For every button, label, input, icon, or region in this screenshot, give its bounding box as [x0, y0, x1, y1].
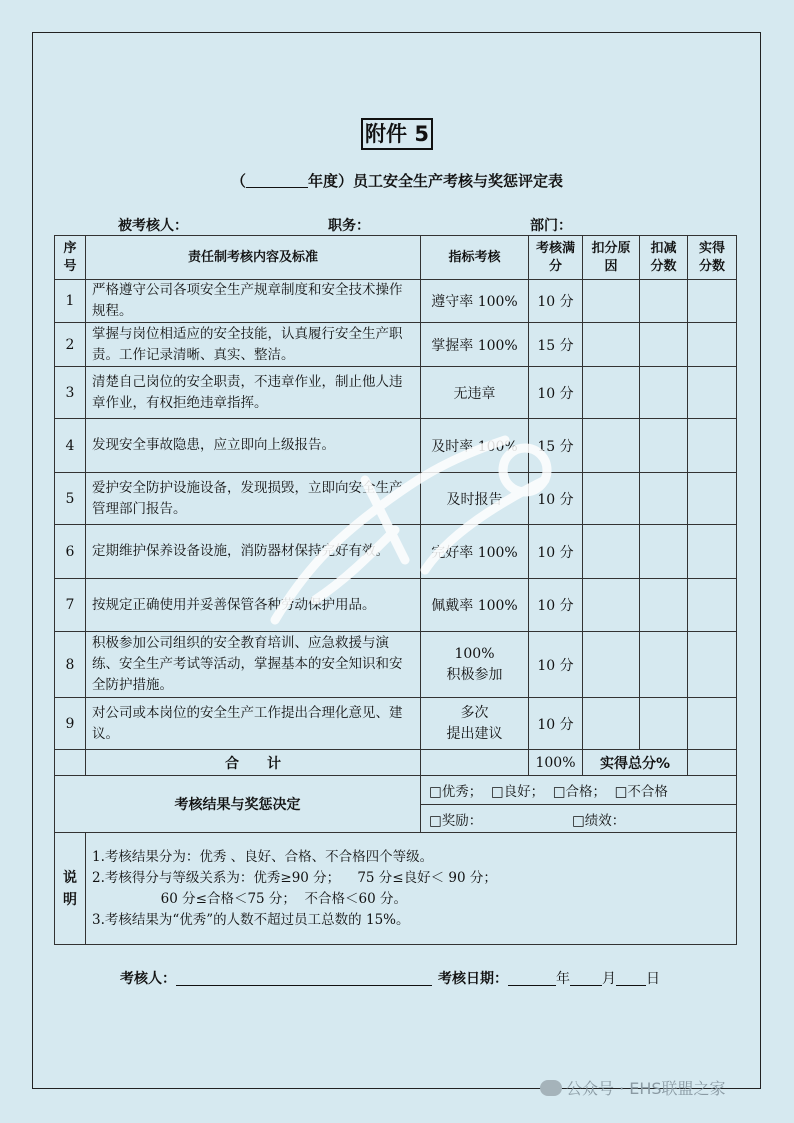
- header-deduct-reason: 扣分原因: [583, 236, 640, 280]
- actual-score-cell[interactable]: [688, 525, 737, 579]
- notes-label: 说明: [55, 833, 86, 945]
- actual-score-cell[interactable]: [688, 367, 737, 419]
- header-full-score: 考核满分: [529, 236, 583, 280]
- table-row: 2 掌握与岗位相适应的安全技能，认真履行安全生产职责。工作记录清晰、真实、整洁。 掌握率 100% 15 分: [55, 323, 737, 367]
- grade-good-checkbox[interactable]: □良好；: [490, 784, 545, 800]
- result-label: 考核结果与奖惩决定: [55, 776, 421, 833]
- deduct-points-cell[interactable]: [640, 579, 688, 632]
- header-deduct-points: 扣减分数: [640, 236, 688, 280]
- total-row: [55, 750, 737, 776]
- reward-checkbox[interactable]: □奖励：: [429, 812, 483, 829]
- actual-score-cell[interactable]: [688, 419, 737, 473]
- total-label: 合 计: [86, 750, 421, 776]
- notes-row: [55, 833, 737, 945]
- header-row: [55, 236, 737, 280]
- wechat-watermark: 公众号 · EHS联盟之家: [540, 1076, 726, 1099]
- actual-total-cell[interactable]: [688, 750, 737, 776]
- grade-fail-checkbox[interactable]: □不合格: [614, 784, 668, 800]
- table-row: 6 定期维护保养设备设施，消防器材保持完好有效。 完好率 100% 10 分: [55, 525, 737, 579]
- table-row: 4 发现安全事故隐患，应立即向上级报告。 及时率 100% 15 分: [55, 419, 737, 473]
- deduct-points-cell[interactable]: [640, 367, 688, 419]
- deduct-reason-cell[interactable]: [583, 473, 640, 525]
- year-blank-line[interactable]: [508, 969, 556, 986]
- grade-excellent-checkbox[interactable]: □优秀；: [429, 784, 483, 800]
- table-row: 1 严格遵守公司各项安全生产规章制度和安全技术操作规程。 遵守率 100% 10 分: [55, 280, 737, 323]
- table-row: 5 爱护安全防护设施设备，发现损毁，立即向安全生产管理部门报告。 及时报告 10 分: [55, 473, 737, 525]
- actual-score-cell[interactable]: [688, 323, 737, 367]
- deduct-points-cell[interactable]: [640, 698, 688, 750]
- deduct-points-cell[interactable]: [640, 323, 688, 367]
- wechat-icon: [540, 1080, 562, 1096]
- actual-total-label: 实得总分%: [583, 750, 688, 776]
- actual-score-cell[interactable]: [688, 632, 737, 698]
- header-seq: 序号: [55, 236, 86, 280]
- deduct-reason-cell[interactable]: [583, 367, 640, 419]
- assessor-row: 考核人：: [120, 968, 432, 988]
- deduct-points-cell[interactable]: [640, 473, 688, 525]
- day-blank-line[interactable]: [616, 969, 646, 986]
- result-row: [55, 776, 737, 805]
- deduct-points-cell[interactable]: [640, 525, 688, 579]
- deduct-reason-cell[interactable]: [583, 323, 640, 367]
- deduct-reason-cell[interactable]: [583, 698, 640, 750]
- table-row: 7 按规定正确使用并妥善保管各种劳动保护用品。 佩戴率 100% 10 分: [55, 579, 737, 632]
- form-title: （ 年度）员工安全生产考核与奖惩评定表: [230, 172, 564, 190]
- deduct-points-cell[interactable]: [640, 280, 688, 323]
- notes-content: 1.考核结果分为：优秀 、良好、合格、不合格四个等级。 2.考核得分与等级关系为：优秀≥90 分； 75 分≤良好＜ 90 分； 60 分≤合格＜75 分； 不合格＜60 分。 3.考核结果为“优秀”的人数不超过员工总数的 15%。: [86, 833, 737, 945]
- header-actual-score: 实得分数: [688, 236, 737, 280]
- actual-score-cell[interactable]: [688, 698, 737, 750]
- position-label: 职务：: [328, 218, 370, 234]
- table-row: 8 积极参加公司组织的安全教育培训、应急救援与演练、安全生产考试等活动，掌握基本的安全知识和安全防护措施。 100% 积极参加 10 分: [55, 632, 737, 698]
- assessment-table: [54, 235, 737, 945]
- deduct-reason-cell[interactable]: [583, 280, 640, 323]
- assessee-label: 被考核人：: [118, 218, 188, 234]
- total-score: 100%: [529, 750, 583, 776]
- month-blank-line[interactable]: [570, 969, 602, 986]
- table-row: 3 清楚自己岗位的安全职责，不违章作业，制止他人违章作业，有权拒绝违章指挥。 无违章 10 分: [55, 367, 737, 419]
- department-label: 部门：: [530, 218, 572, 234]
- grade-pass-checkbox[interactable]: □合格；: [552, 784, 606, 800]
- deduct-points-cell[interactable]: [640, 419, 688, 473]
- actual-score-cell[interactable]: [688, 579, 737, 632]
- deduct-reason-cell[interactable]: [583, 525, 640, 579]
- grade-options: [421, 776, 737, 805]
- deduct-reason-cell[interactable]: [583, 419, 640, 473]
- date-row: 考核日期： 年 月 日: [438, 971, 660, 987]
- table-row: 9 对公司或本岗位的安全生产工作提出合理化意见、建议。 多次 提出建议 10 分: [55, 698, 737, 750]
- header-content: 责任制考核内容及标准: [86, 236, 421, 280]
- deduct-points-cell[interactable]: [640, 632, 688, 698]
- deduct-reason-cell[interactable]: [583, 632, 640, 698]
- deduct-reason-cell[interactable]: [583, 579, 640, 632]
- attachment-title: 附件 5: [361, 118, 433, 150]
- actual-score-cell[interactable]: [688, 473, 737, 525]
- performance-checkbox[interactable]: □绩效：: [572, 812, 626, 829]
- assessor-signature-line[interactable]: [176, 969, 432, 986]
- year-blank: [246, 173, 308, 188]
- actual-score-cell[interactable]: [688, 280, 737, 323]
- header-indicator: 指标考核: [421, 236, 529, 280]
